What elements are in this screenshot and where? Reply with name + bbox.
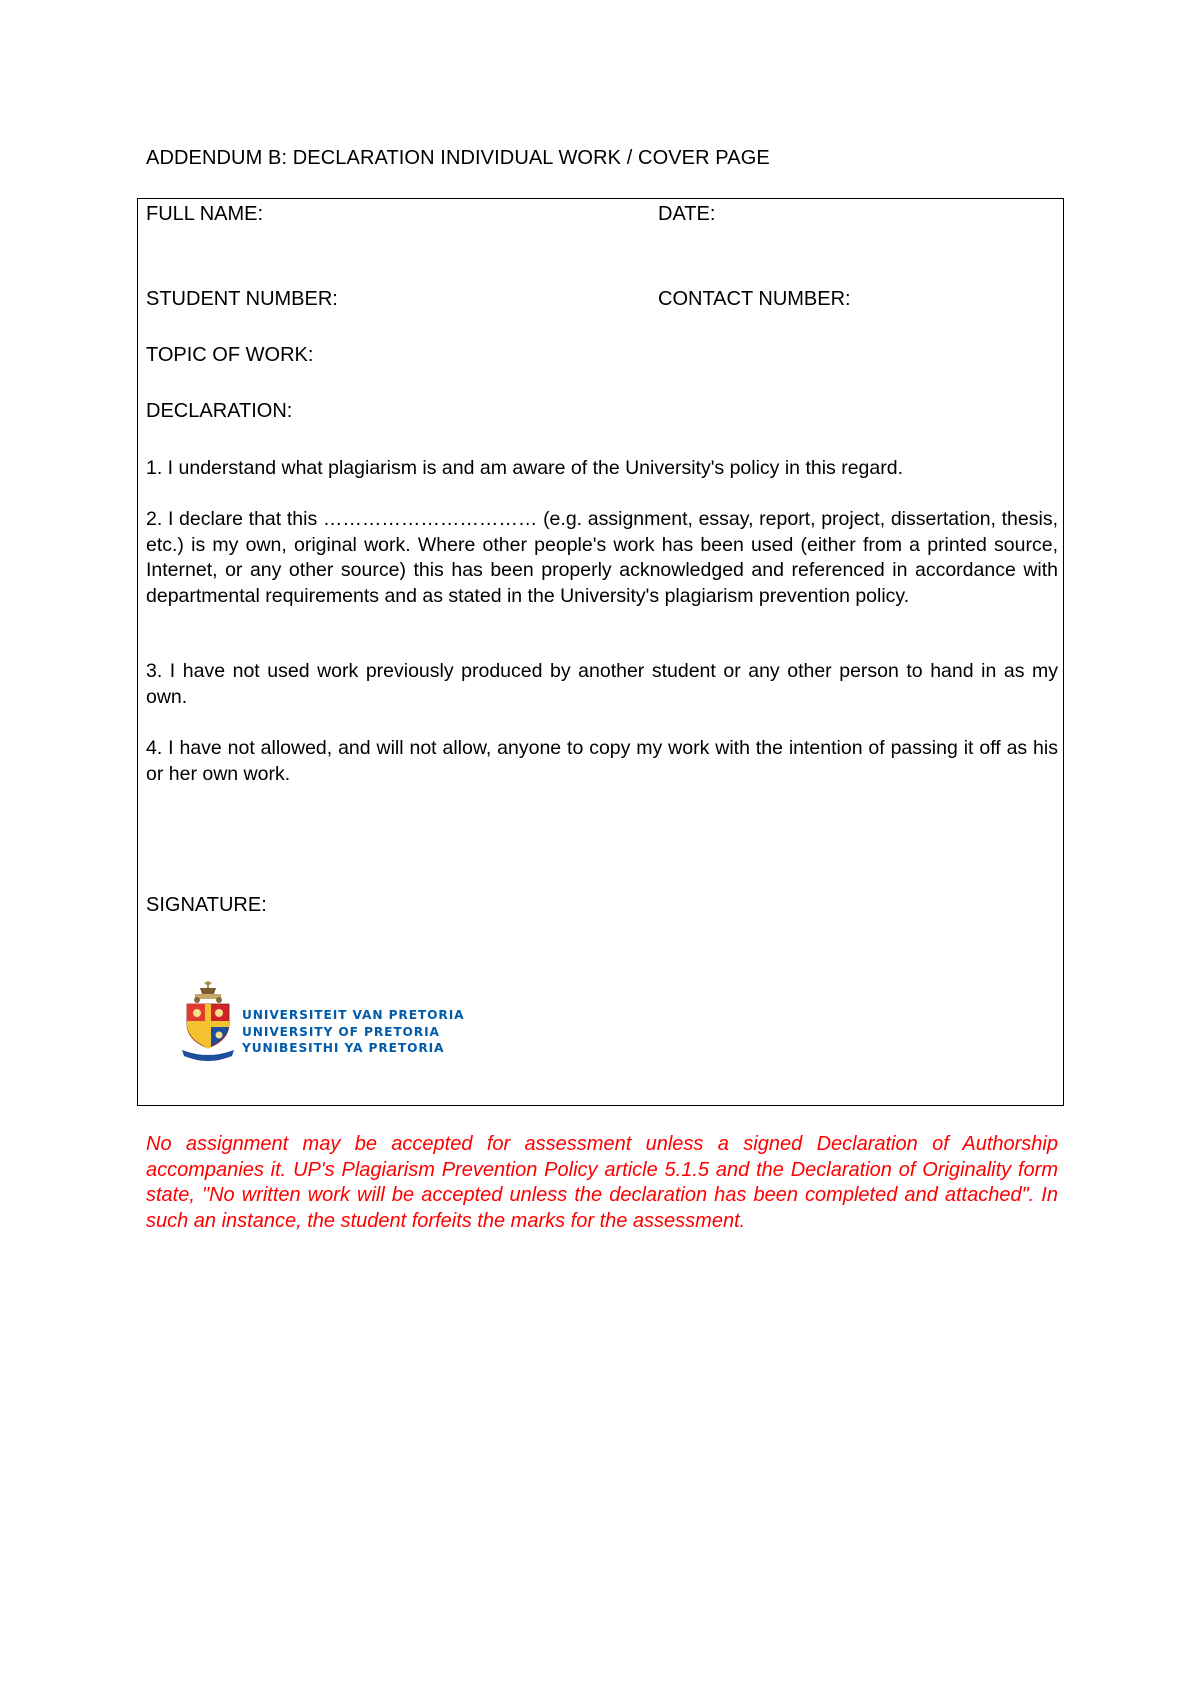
authorship-notice: No assignment may be accepted for assessment unless a signed Declaration of Authorship accompanies it. UP's Plagiarism Prevention Policy article 5.1.5 and the Declaration of Originality form state, "No written work will be accepted unless the declaration has been completed and attached". In such an instance, the student forfeits the marks for the assessment.	[146, 1133, 1058, 1232]
page-title: ADDENDUM B: DECLARATION INDIVIDUAL WORK / COVER PAGE	[146, 147, 770, 169]
topic-of-work-label: TOPIC OF WORK:	[146, 344, 314, 366]
university-crest-icon	[178, 980, 238, 1066]
full-name-label: FULL NAME:	[146, 203, 264, 225]
declaration-item-1: 1. I understand what plagiarism is and am aware of the University's policy in this regard.	[146, 457, 903, 479]
logo-text-afrikaans: UNIVERSITEIT VAN PRETORIA	[242, 1008, 465, 1022]
contact-number-label: CONTACT NUMBER:	[658, 288, 851, 310]
date-label: DATE:	[658, 203, 716, 225]
declaration-item-3: 3. I have not used work previously produced by another student or any other person to hand in as my own.	[146, 660, 1058, 708]
student-number-label: STUDENT NUMBER:	[146, 288, 338, 310]
logo-text-english: UNIVERSITY OF PRETORIA	[242, 1024, 440, 1039]
signature-label: SIGNATURE:	[146, 894, 267, 916]
declaration-item-2: 2. I declare that this …………………………… (e.g. assignment, essay, report, project, dissertation, thesis, etc.) is my own, original work. Where other people's work has been used (either from a printed source, Internet, or any other source) this has been properly acknowledged and referenced in accordance with departmental requirements and as stated in the University's plagiarism prevention policy.	[146, 508, 1058, 607]
declaration-label: DECLARATION:	[146, 400, 293, 422]
logo-text-sepedi: YUNIBESITHI YA PRETORIA	[242, 1041, 445, 1055]
declaration-form-box	[137, 198, 1064, 1106]
declaration-item-4: 4. I have not allowed, and will not allow, anyone to copy my work with the intention of passing it off as his or her own work.	[146, 737, 1058, 785]
university-logo	[178, 980, 465, 1066]
